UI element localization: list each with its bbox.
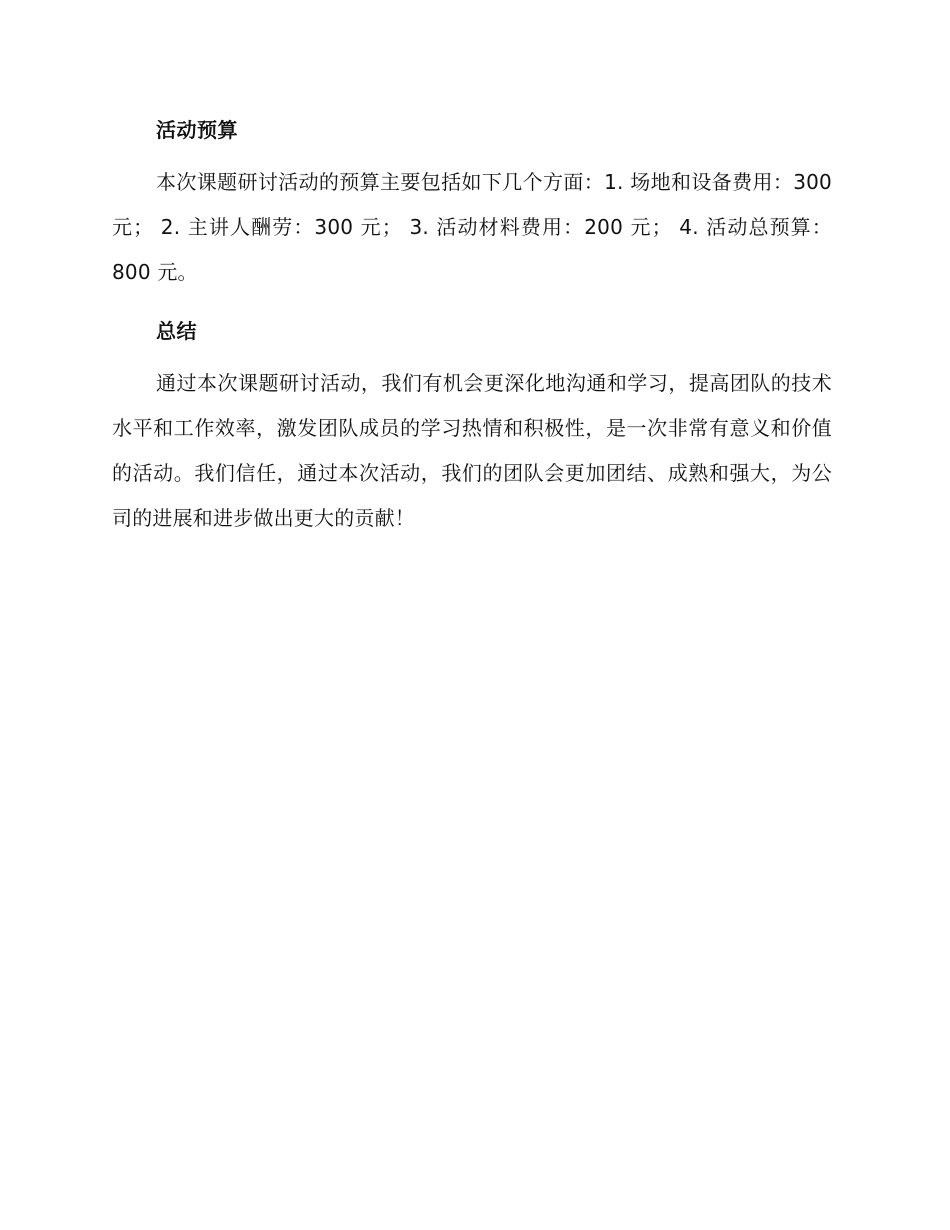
summary-paragraph: 通过本次课题研讨活动，我们有机会更深化地沟通和学习，提高团队的技术水平和工作效率，激发团队成员的学习热情和积极性，是一次非常有意义和价值的活动。我们信任，通过本次活动，我们的团队会更加团结、成熟和强大，为公司的进展和进步做出更大的贡献！ [112, 371, 832, 530]
document-content [112, 108, 832, 541]
spacer [112, 152, 832, 160]
spacer [112, 295, 832, 309]
spacer [112, 353, 832, 361]
summary-section-title: 总结 [156, 319, 197, 343]
budget-paragraph: 本次课题研讨活动的预算主要包括如下几个方面：1. 场地和设备费用：300 元； 2. 主讲人酬劳：300 元； 3. 活动材料费用：200 元； 4. 活动总预算：800 元。 [112, 170, 832, 284]
budget-section-title: 活动预算 [156, 118, 238, 142]
